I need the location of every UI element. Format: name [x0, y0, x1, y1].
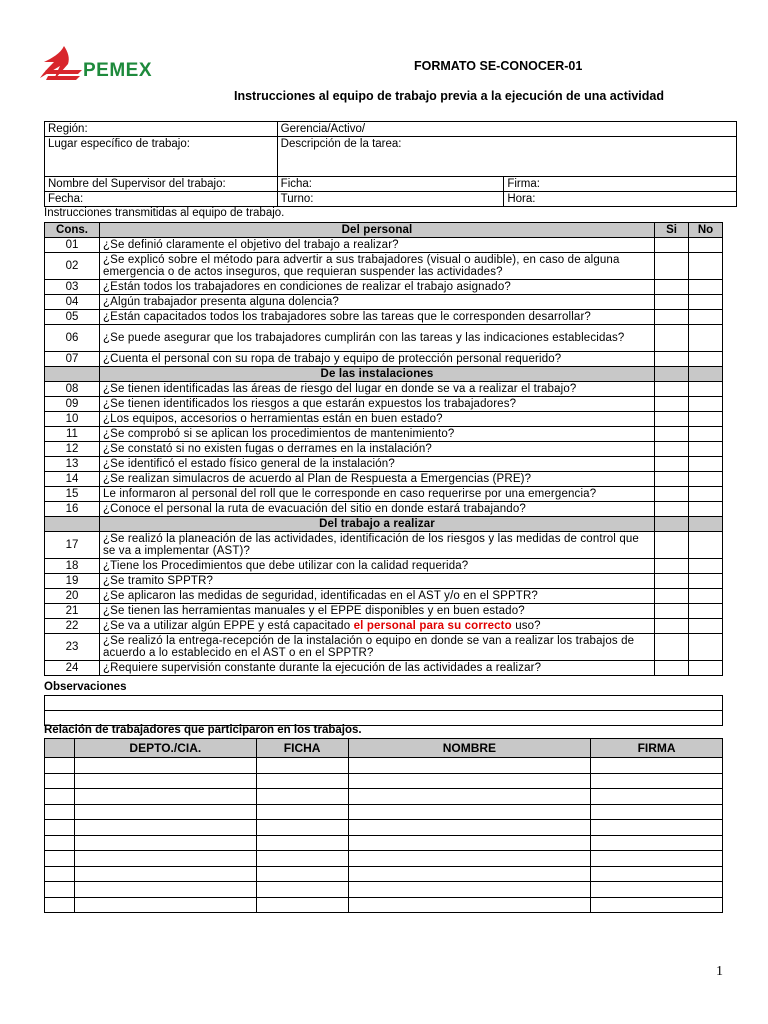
- nombre-cell[interactable]: [348, 835, 591, 851]
- descripcion-field[interactable]: Descripción de la tarea:: [277, 137, 736, 177]
- firma-cell[interactable]: [591, 773, 723, 789]
- instructions-note: Instrucciones transmitidas al equipo de trabajo.: [44, 207, 285, 219]
- worker-row: [45, 758, 723, 774]
- observaciones-label: Observaciones: [44, 681, 127, 693]
- nombre-cell[interactable]: [348, 882, 591, 898]
- firma-cell[interactable]: [591, 820, 723, 836]
- nombre-cell[interactable]: [348, 851, 591, 867]
- si-checkbox-cell[interactable]: [655, 532, 689, 559]
- no-checkbox-cell[interactable]: [689, 589, 723, 604]
- row-index-cell[interactable]: [45, 882, 75, 898]
- depto-cell[interactable]: [74, 851, 256, 867]
- item-number: 04: [45, 295, 100, 310]
- ficha-cell[interactable]: [256, 835, 348, 851]
- ficha-cell[interactable]: [256, 758, 348, 774]
- si-checkbox-cell[interactable]: [655, 487, 689, 502]
- item-question: ¿Se tienen identificados los riesgos a que estarán expuestos los trabajadores?: [100, 397, 655, 412]
- row-index-cell[interactable]: [45, 820, 75, 836]
- checklist-row: [45, 532, 723, 559]
- item-number: 24: [45, 661, 100, 676]
- item-number: 11: [45, 427, 100, 442]
- col-nombre-header: NOMBRE: [348, 739, 591, 758]
- no-checkbox-cell[interactable]: [689, 280, 723, 295]
- checklist-row: [45, 574, 723, 589]
- ficha-cell[interactable]: [256, 866, 348, 882]
- worker-row: [45, 882, 723, 898]
- depto-cell[interactable]: [74, 773, 256, 789]
- format-code: FORMATO SE-CONOCER-01: [414, 59, 583, 73]
- checklist-row: [45, 253, 723, 280]
- gerencia-field[interactable]: Gerencia/Activo/: [277, 122, 736, 137]
- checklist-row: [45, 295, 723, 310]
- item-number: 06: [45, 325, 100, 352]
- item-question: ¿Están todos los trabajadores en condiciones de realizar el trabajo asignado?: [100, 280, 655, 295]
- no-checkbox-cell[interactable]: [689, 604, 723, 619]
- hora-field[interactable]: Hora:: [504, 192, 737, 207]
- checklist-row: [45, 397, 723, 412]
- checklist-row: [45, 487, 723, 502]
- row-index-cell[interactable]: [45, 789, 75, 805]
- lugar-field[interactable]: Lugar específico de trabajo:: [45, 137, 278, 177]
- worker-row: [45, 789, 723, 805]
- ficha-cell[interactable]: [256, 773, 348, 789]
- region-field[interactable]: Región:: [45, 122, 278, 137]
- item-number: 07: [45, 352, 100, 367]
- checklist-row: [45, 382, 723, 397]
- si-checkbox-cell[interactable]: [655, 574, 689, 589]
- item-question: ¿Se comprobó si se aplican los procedimientos de mantenimiento?: [100, 427, 655, 442]
- firma-cell[interactable]: [591, 866, 723, 882]
- item-number: 20: [45, 589, 100, 604]
- item-question: ¿Se realizó la planeación de las actividades, identificación de los riesgos y las medidas de control que se va a implementar (AST)?: [100, 532, 655, 559]
- item-question: ¿Algún trabajador presenta alguna dolencia?: [100, 295, 655, 310]
- item-number: 05: [45, 310, 100, 325]
- si-checkbox-cell[interactable]: [655, 325, 689, 352]
- item-question: ¿Los equipos, accesorios o herramientas están en buen estado?: [100, 412, 655, 427]
- checklist-row: [45, 352, 723, 367]
- item-question-text-after: uso?: [511, 620, 541, 632]
- si-checkbox-cell[interactable]: [655, 634, 689, 661]
- item-number: 13: [45, 457, 100, 472]
- si-checkbox-cell[interactable]: [655, 382, 689, 397]
- si-checkbox-cell[interactable]: [655, 310, 689, 325]
- worker-row: [45, 835, 723, 851]
- item-question: ¿Están capacitados todos los trabajadores sobre las tareas que le corresponden desarrollar?: [100, 310, 655, 325]
- item-number: 08: [45, 382, 100, 397]
- observaciones-table: [44, 695, 723, 726]
- checklist-row: [45, 661, 723, 676]
- ficha-cell[interactable]: [256, 789, 348, 805]
- item-question: ¿Se tramito SPPTR?: [100, 574, 655, 589]
- item-number: 23: [45, 634, 100, 661]
- worker-row: [45, 773, 723, 789]
- nombre-cell[interactable]: [348, 866, 591, 882]
- checklist-row: [45, 238, 723, 253]
- row-index-cell[interactable]: [45, 758, 75, 774]
- item-question: ¿Se aplicaron las medidas de seguridad, identificadas en el AST y/o en el SPPTR?: [100, 589, 655, 604]
- si-checkbox-cell[interactable]: [655, 559, 689, 574]
- item-number: 18: [45, 559, 100, 574]
- worker-row: [45, 866, 723, 882]
- col-si-header: Si: [655, 223, 689, 238]
- checklist-table: [44, 222, 723, 676]
- worker-row: [45, 851, 723, 867]
- checklist-row: [45, 589, 723, 604]
- nombre-cell[interactable]: [348, 804, 591, 820]
- si-checkbox-cell[interactable]: [655, 280, 689, 295]
- ficha-field[interactable]: Ficha:: [277, 177, 504, 192]
- section-title: Del trabajo a realizar: [100, 517, 655, 532]
- no-checkbox-cell[interactable]: [689, 397, 723, 412]
- row-index-cell[interactable]: [45, 897, 75, 913]
- item-number: 03: [45, 280, 100, 295]
- relacion-label: Relación de trabajadores que participaron en los trabajos.: [44, 724, 362, 736]
- no-checkbox-cell[interactable]: [689, 382, 723, 397]
- item-number: 14: [45, 472, 100, 487]
- no-checkbox-cell[interactable]: [689, 634, 723, 661]
- checklist-row: [45, 442, 723, 457]
- depto-cell[interactable]: [74, 758, 256, 774]
- no-checkbox-cell[interactable]: [689, 472, 723, 487]
- row-index-cell[interactable]: [45, 804, 75, 820]
- worker-row: [45, 897, 723, 913]
- depto-cell[interactable]: [74, 820, 256, 836]
- item-number: 01: [45, 238, 100, 253]
- checklist-row: [45, 412, 723, 427]
- firma-cell[interactable]: [591, 882, 723, 898]
- checklist-row: [45, 457, 723, 472]
- item-number: 15: [45, 487, 100, 502]
- item-question: ¿Se realizan simulacros de acuerdo al Plan de Respuesta a Emergencias (PRE)?: [100, 472, 655, 487]
- item-number: 22: [45, 619, 100, 634]
- item-question: ¿Se puede asegurar que los trabajadores cumplirán con las tareas y las indicaciones establecidas?: [100, 325, 655, 352]
- firma-field[interactable]: Firma:: [504, 177, 737, 192]
- nombre-cell[interactable]: [348, 773, 591, 789]
- si-checkbox-cell[interactable]: [655, 502, 689, 517]
- row-index-cell[interactable]: [45, 773, 75, 789]
- nombre-cell[interactable]: [348, 897, 591, 913]
- si-checkbox-cell[interactable]: [655, 604, 689, 619]
- si-checkbox-cell[interactable]: [655, 352, 689, 367]
- row-index-cell[interactable]: [45, 866, 75, 882]
- checklist-row: [45, 310, 723, 325]
- checklist-row: [45, 427, 723, 442]
- observaciones-line[interactable]: [45, 696, 723, 711]
- item-question: ¿Se tienen las herramientas manuales y el EPPE disponibles y en buen estado?: [100, 604, 655, 619]
- row-index-cell[interactable]: [45, 835, 75, 851]
- ficha-cell[interactable]: [256, 851, 348, 867]
- turno-field[interactable]: Turno:: [277, 192, 504, 207]
- checklist-row: [45, 619, 723, 634]
- ficha-cell[interactable]: [256, 897, 348, 913]
- item-question: ¿Se identificó el estado físico general de la instalación?: [100, 457, 655, 472]
- firma-cell[interactable]: [591, 804, 723, 820]
- no-checkbox-cell[interactable]: [689, 253, 723, 280]
- nombre-cell[interactable]: [348, 820, 591, 836]
- worker-row: [45, 820, 723, 836]
- info-table: [44, 121, 737, 207]
- checklist-row: [45, 634, 723, 661]
- si-checkbox-cell[interactable]: [655, 427, 689, 442]
- item-question: ¿Se definió claramente el objetivo del trabajo a realizar?: [100, 238, 655, 253]
- item-number: 09: [45, 397, 100, 412]
- col-ficha-header: FICHA: [256, 739, 348, 758]
- firma-cell[interactable]: [591, 758, 723, 774]
- item-number: 16: [45, 502, 100, 517]
- depto-cell[interactable]: [74, 897, 256, 913]
- no-checkbox-cell[interactable]: [689, 295, 723, 310]
- ficha-cell[interactable]: [256, 804, 348, 820]
- depto-cell[interactable]: [74, 789, 256, 805]
- item-question: ¿Se realizó la entrega-recepción de la instalación o equipo en donde se van a realizar los trabajos de acuerdo a lo establecido en el AST o en el SPPTR?: [100, 634, 655, 661]
- si-checkbox-cell[interactable]: [655, 472, 689, 487]
- no-checkbox-cell[interactable]: [689, 412, 723, 427]
- item-question: ¿Se constató si no existen fugas o derrames en la instalación?: [100, 442, 655, 457]
- no-checkbox-cell[interactable]: [689, 619, 723, 634]
- item-number: 10: [45, 412, 100, 427]
- nombre-cell[interactable]: [348, 789, 591, 805]
- fecha-field[interactable]: Fecha:: [45, 192, 278, 207]
- item-number: 19: [45, 574, 100, 589]
- document-title: Instrucciones al equipo de trabajo previa a la ejecución de una actividad: [234, 89, 664, 103]
- si-checkbox-cell[interactable]: [655, 589, 689, 604]
- checklist-row: [45, 502, 723, 517]
- pemex-logo: [38, 44, 178, 86]
- item-question: ¿Conoce el personal la ruta de evacuación del sitio en donde estará trabajando?: [100, 502, 655, 517]
- col-firma-header: FIRMA: [591, 739, 723, 758]
- si-checkbox-cell[interactable]: [655, 253, 689, 280]
- item-question-highlight: el personal para su correcto: [353, 620, 512, 632]
- item-number: 21: [45, 604, 100, 619]
- si-checkbox-cell[interactable]: [655, 238, 689, 253]
- no-checkbox-cell[interactable]: [689, 487, 723, 502]
- worker-row: [45, 804, 723, 820]
- row-index-cell[interactable]: [45, 851, 75, 867]
- no-checkbox-cell[interactable]: [689, 457, 723, 472]
- checklist-row: [45, 559, 723, 574]
- no-checkbox-cell[interactable]: [689, 661, 723, 676]
- item-question: ¿Requiere supervisión constante durante la ejecución de las actividades a realizar?: [100, 661, 655, 676]
- si-checkbox-cell[interactable]: [655, 619, 689, 634]
- no-checkbox-cell[interactable]: [689, 532, 723, 559]
- si-checkbox-cell[interactable]: [655, 661, 689, 676]
- col-no-header: No: [689, 223, 723, 238]
- pemex-eagle-icon: [38, 44, 86, 86]
- item-question: ¿Tiene los Procedimientos que debe utilizar con la calidad requerida?: [100, 559, 655, 574]
- checklist-row: [45, 325, 723, 352]
- firma-cell[interactable]: [591, 835, 723, 851]
- si-checkbox-cell[interactable]: [655, 442, 689, 457]
- si-checkbox-cell[interactable]: [655, 295, 689, 310]
- workers-table: [44, 738, 723, 913]
- firma-cell[interactable]: [591, 851, 723, 867]
- depto-cell[interactable]: [74, 804, 256, 820]
- no-checkbox-cell[interactable]: [689, 310, 723, 325]
- col-cons-header: Cons.: [45, 223, 100, 238]
- page-number: 1: [716, 964, 723, 979]
- si-checkbox-cell[interactable]: [655, 457, 689, 472]
- nombre-cell[interactable]: [348, 758, 591, 774]
- checklist-row: [45, 472, 723, 487]
- supervisor-field[interactable]: Nombre del Supervisor del trabajo:: [45, 177, 278, 192]
- item-question: [100, 619, 655, 634]
- firma-cell[interactable]: [591, 789, 723, 805]
- depto-cell[interactable]: [74, 866, 256, 882]
- no-checkbox-cell[interactable]: [689, 325, 723, 352]
- no-checkbox-cell[interactable]: [689, 574, 723, 589]
- no-checkbox-cell[interactable]: [689, 559, 723, 574]
- item-question: ¿Se explicó sobre el método para advertir a sus trabajadores (visual o audible), en caso de alguna emergencia o de actos inseguros, que requieran suspender las actividades?: [100, 253, 655, 280]
- no-checkbox-cell[interactable]: [689, 427, 723, 442]
- depto-cell[interactable]: [74, 882, 256, 898]
- no-checkbox-cell[interactable]: [689, 352, 723, 367]
- col-depto-header: DEPTO./CIA.: [74, 739, 256, 758]
- item-question-text: ¿Se va a utilizar algún EPPE y está capacitado: [103, 620, 354, 632]
- item-question: ¿Se tienen identificadas las áreas de riesgo del lugar en donde se va a realizar el trabajo?: [100, 382, 655, 397]
- item-number: 02: [45, 253, 100, 280]
- no-checkbox-cell[interactable]: [689, 502, 723, 517]
- section-title: De las instalaciones: [100, 367, 655, 382]
- si-checkbox-cell[interactable]: [655, 397, 689, 412]
- item-question: ¿Cuenta el personal con su ropa de trabajo y equipo de protección personal requerido?: [100, 352, 655, 367]
- depto-cell[interactable]: [74, 835, 256, 851]
- item-number: 12: [45, 442, 100, 457]
- firma-cell[interactable]: [591, 897, 723, 913]
- checklist-row: [45, 280, 723, 295]
- item-number: 17: [45, 532, 100, 559]
- section-title: Del personal: [100, 223, 655, 238]
- ficha-cell[interactable]: [256, 882, 348, 898]
- pemex-logo-text: PEMEX: [83, 60, 153, 81]
- no-checkbox-cell[interactable]: [689, 238, 723, 253]
- si-checkbox-cell[interactable]: [655, 412, 689, 427]
- ficha-cell[interactable]: [256, 820, 348, 836]
- checklist-row: [45, 604, 723, 619]
- item-question: Le informaron al personal del roll que le corresponde en caso requerirse por una emergencia?: [100, 487, 655, 502]
- no-checkbox-cell[interactable]: [689, 442, 723, 457]
